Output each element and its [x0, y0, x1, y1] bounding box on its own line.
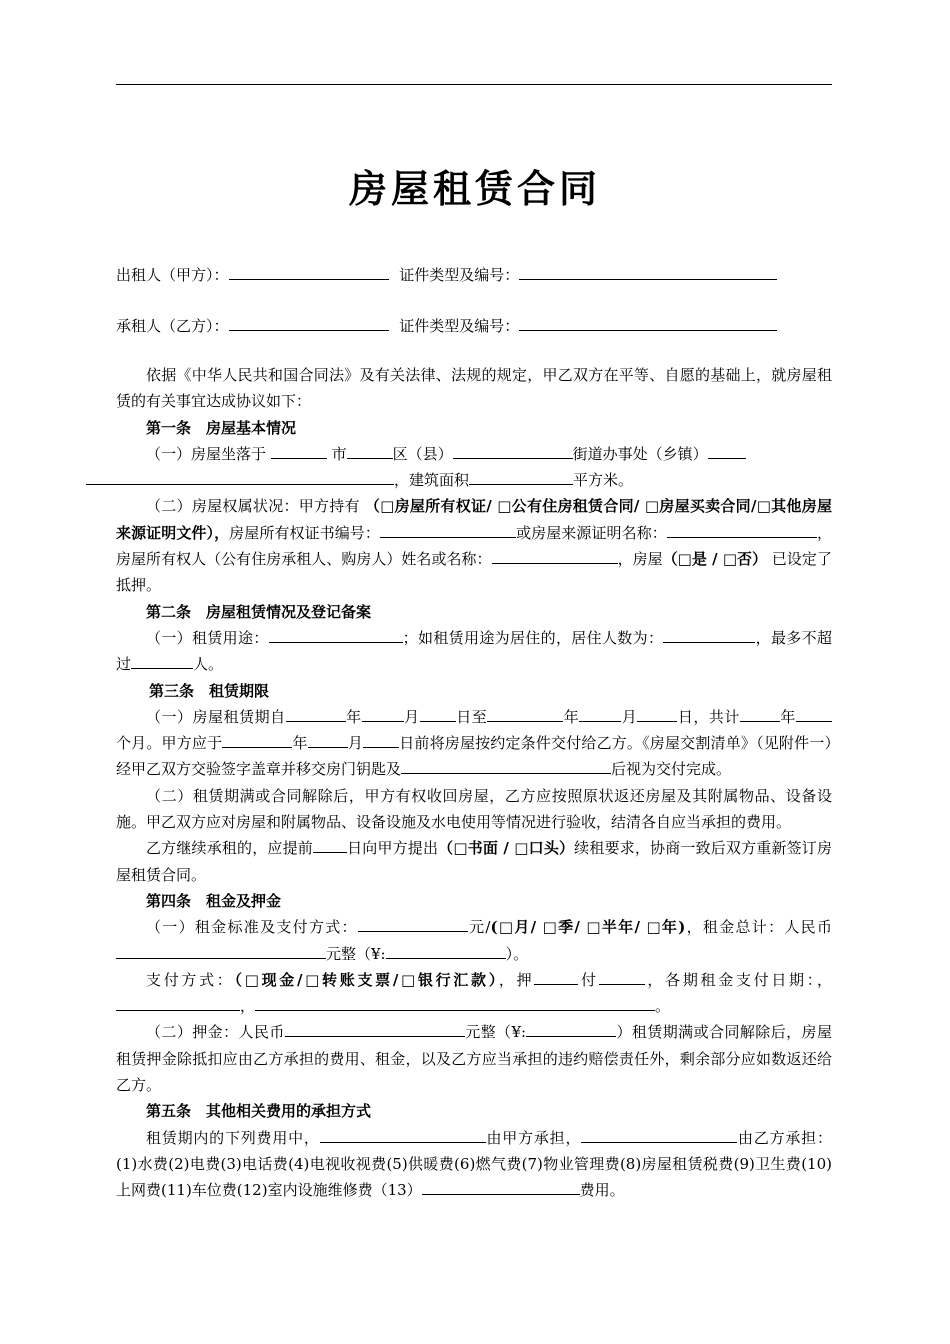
- article-2-clause-1: （一）租赁用途： ；如租赁用途为居住的，居住人数为： ，最多不超过 人。: [116, 628, 832, 674]
- lessor-id-label: 证件类型及编号：: [399, 266, 520, 284]
- article-5-heading: 第五条 其他相关费用的承担方式: [146, 1102, 372, 1121]
- article-3-clause-1: （一）房屋租赁期自 年 月 日至 年 月 日，共计 年个月。甲方应于 年 月 日前将房屋按约定条件交付给乙方。《房屋交割清单》（见附件一）经甲乙双方交验签字盖章并移交房门钥匙及 后视为交付完成。: [116, 707, 832, 779]
- preamble: 依据《中华人民共和国合同法》及有关法律、法规的规定，甲乙双方在平等、自愿的基础上，就房屋租赁的有关事宜达成协议如下：: [116, 366, 832, 411]
- lessee-name-blank: [229, 316, 389, 331]
- article-4-payment: 支付方式：（□现金/□转账支票/□银行汇款），押 付 ，各期租金支付日期：，， 。: [116, 967, 832, 1020]
- article-4-heading: 第四条 租金及押金: [146, 891, 282, 910]
- lessee-id-label: 证件类型及编号：: [399, 317, 520, 335]
- article-4-clause-1: （一）租金标准及支付方式： 元/(□月/ □季/ □半年/ □年)，租金总计：人民币元整（¥: ）。: [116, 914, 832, 967]
- contract-body: [116, 362, 832, 1204]
- lessee-line: [116, 315, 777, 336]
- document-title: 房屋租赁合同: [348, 166, 601, 211]
- article-1-clause-1: （一）房屋坐落于 市 区（县） 街道办事处（乡镇） ，建筑面积 平方米。: [116, 441, 832, 494]
- article-3-clause-3: 乙方继续承租的，应提前 日向甲方提出（□书面 / □口头）续租要求，协商一致后双方重新签订房屋租赁合同。: [116, 839, 832, 884]
- lessee-label: 承租人（乙方）：: [116, 317, 229, 335]
- lessor-name-blank: [229, 265, 389, 280]
- article-1-heading: 第一条 房屋基本情况: [146, 418, 297, 437]
- article-1-clause-2: （二）房屋权属状况：甲方持有 （□房屋所有权证/ □公有住房租赁合同/ □房屋买卖合同/□其他房屋来源证明文件），房屋所有权证书编号： 或房屋来源证明名称： ，房屋所有权人（公有住房承租人、购房人）姓名或名称： ，房屋（□是 / □否） 已设定了抵押。: [116, 497, 832, 595]
- lessee-id-blank: [519, 316, 777, 331]
- article-3-clause-2: （二）租赁期满或合同解除后，甲方有权收回房屋，乙方应按照原状返还房屋及其附属物品、设备设施。甲乙双方应对房屋和附属物品、设备设施及水电使用等情况进行验收，结清各自应当承担的费用。: [116, 786, 832, 832]
- lessor-label: 出租人（甲方）：: [116, 266, 229, 284]
- article-2-heading: 第二条 房屋租赁情况及登记备案: [146, 602, 372, 621]
- article-5-clause-1: 租赁期内的下列费用中， 由甲方承担， 由乙方承担：(1)水费(2)电费(3)电话费(4)电视收视费(5)供暖费(6)燃气费(7)物业管理费(8)房屋租赁税费(9)卫生费(10)上网费(11)车位费(12)室内设施维修费（13） 费用。: [116, 1128, 832, 1200]
- article-3-heading: 第三条 租赁期限: [149, 681, 270, 700]
- article-4-clause-2: （二）押金：人民币 元整（¥: ）租赁期满或合同解除后，房屋租赁押金除抵扣应由乙方承担的费用、租金，以及乙方应当承担的违约赔偿责任外，剩余部分应如数返还给乙方。: [116, 1023, 832, 1095]
- lessor-id-blank: [519, 265, 777, 280]
- header-rule: [116, 84, 832, 85]
- lessor-line: [116, 264, 777, 285]
